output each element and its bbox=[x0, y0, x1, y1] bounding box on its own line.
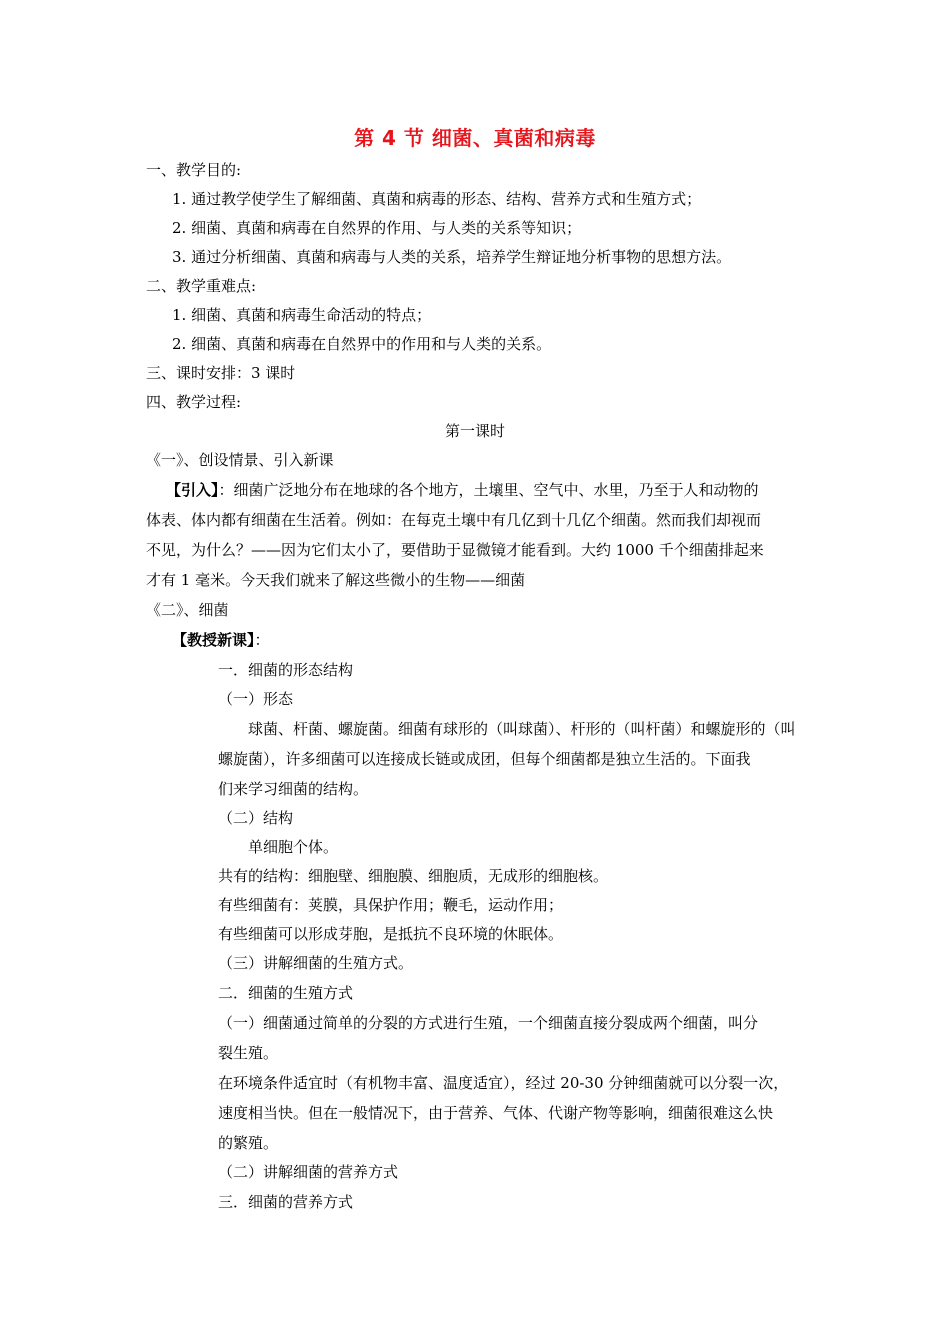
shape-paragraph-line-2: 螺旋菌），许多细菌可以连接成长链或成团，但每个细菌都是独立生活的。下面我 bbox=[218, 750, 751, 768]
reproduction-line-5: 的繁殖。 bbox=[218, 1134, 279, 1152]
topic-1-heading: 一．细菌的形态结构 bbox=[218, 661, 354, 679]
section-process: 四、教学过程: bbox=[146, 393, 242, 411]
part-one-heading: 《一》、创设情景、引入新课 bbox=[146, 451, 334, 469]
reproduction-line-1: （一）细菌通过简单的分裂的方式进行生殖，一个细菌直接分裂成两个细菌，叫分 bbox=[218, 1014, 759, 1032]
intro-text: ：细菌广泛地分布在地球的各个地方，土壤里、空气中、水里，乃至于人和动物的 bbox=[218, 481, 759, 499]
key-point-1: 1. 细菌、真菌和病毒生命活动的特点； bbox=[172, 306, 432, 324]
lesson-title: 第 4 节 细菌、真菌和病毒 bbox=[354, 126, 596, 150]
intro-paragraph-line-2: 体表、体内都有细菌在生活着。例如：在每克土壤中有几亿到十几亿个细菌。然而我们却视而 bbox=[146, 511, 762, 529]
shape-paragraph-line-3: 们来学习细菌的结构。 bbox=[218, 780, 369, 798]
new-lesson-line bbox=[172, 630, 270, 650]
new-lesson-label: 【教授新课】 bbox=[172, 631, 255, 649]
section-schedule: 三、课时安排：3 课时 bbox=[146, 364, 296, 382]
structure-some-bacteria: 有些细菌有：荚膜，具保护作用；鞭毛，运动作用； bbox=[218, 896, 564, 914]
intro-paragraph-line-4: 才有 1 毫米。今天我们就来了解这些微小的生物——细菌 bbox=[146, 571, 526, 589]
topic-2-heading: 二．细菌的生殖方式 bbox=[218, 984, 354, 1002]
part-two-heading: 《二》、细菌 bbox=[146, 601, 229, 619]
subtopic-structure: （二）结构 bbox=[218, 809, 294, 827]
subtopic-shape: （一）形态 bbox=[218, 690, 294, 708]
objective-3: 3. 通过分析细菌、真菌和病毒与人类的关系，培养学生辩证地分析事物的思想方法。 bbox=[172, 248, 732, 266]
reproduction-line-4: 速度相当快。但在一般情况下，由于营养、气体、代谢产物等影响，细菌很难这么快 bbox=[218, 1104, 774, 1122]
key-point-2: 2. 细菌、真菌和病毒在自然界中的作用和与人类的关系。 bbox=[172, 335, 552, 353]
reproduction-line-2: 裂生殖。 bbox=[218, 1044, 279, 1062]
section-teaching-objectives: 一、教学目的: bbox=[146, 161, 242, 179]
topic-3-heading: 三．细菌的营养方式 bbox=[218, 1193, 354, 1211]
section-key-points: 二、教学重难点: bbox=[146, 277, 257, 295]
intro-paragraph-line-3: 不见，为什么？——因为它们太小了，要借助于显微镜才能看到。大约 1000 千个细菌排起来 bbox=[146, 541, 764, 559]
subtopic-reproduction: （三）讲解细菌的生殖方式。 bbox=[218, 954, 414, 972]
intro-paragraph-line-1 bbox=[166, 480, 759, 500]
subtopic-nutrition: （二）讲解细菌的营养方式 bbox=[218, 1163, 399, 1181]
shape-paragraph-line-1: 球菌、杆菌、螺旋菌。细菌有球形的（叫球菌）、杆形的（叫杆菌）和螺旋形的（叫 bbox=[248, 720, 796, 738]
structure-common: 共有的结构：细胞壁、细胞膜、细胞质，无成形的细胞核。 bbox=[218, 867, 609, 885]
first-lesson-heading: 第一课时 bbox=[444, 422, 505, 440]
new-lesson-colon: ： bbox=[254, 631, 270, 649]
intro-label: 【引入】 bbox=[166, 481, 219, 499]
reproduction-line-3: 在环境条件适宜时（有机物丰富、温度适宜），经过 20-30 分钟细菌就可以分裂一次， bbox=[218, 1074, 789, 1092]
structure-spore: 有些细菌可以形成芽胞，是抵抗不良环境的休眠体。 bbox=[218, 925, 564, 943]
structure-single-cell: 单细胞个体。 bbox=[248, 838, 339, 856]
objective-2: 2. 细菌、真菌和病毒在自然界的作用、与人类的关系等知识； bbox=[172, 219, 582, 237]
objective-1: 1. 通过教学使学生了解细菌、真菌和病毒的形态、结构、营养方式和生殖方式； bbox=[172, 190, 702, 208]
